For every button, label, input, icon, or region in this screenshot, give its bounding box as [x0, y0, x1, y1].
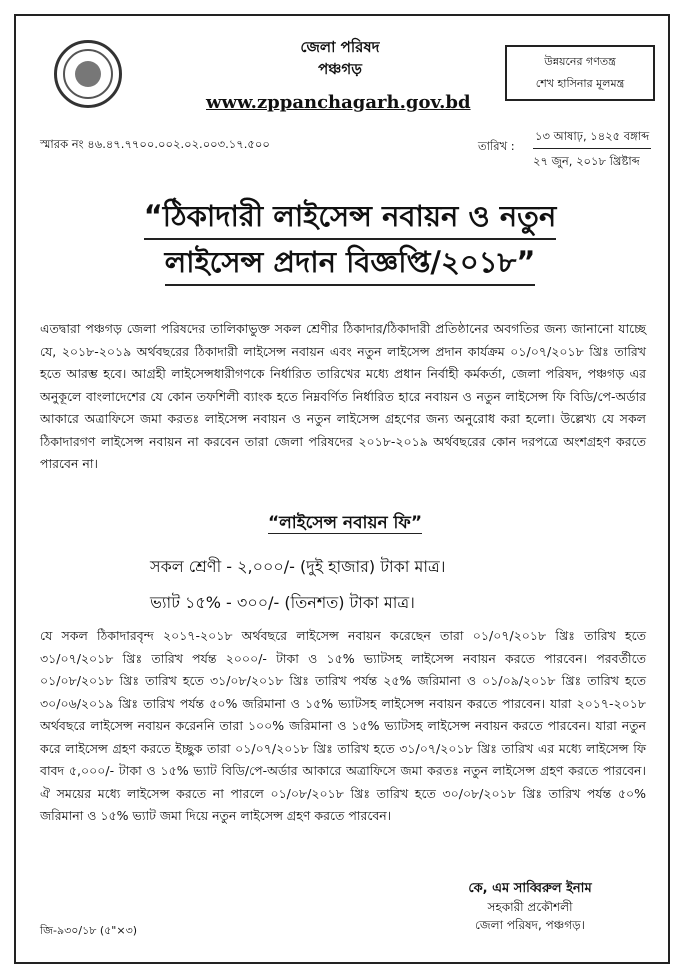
- district-name: পঞ্চগড়: [318, 60, 362, 78]
- ad-reference: জি-৯৩০/১৮ (৫"×৩): [40, 924, 138, 937]
- signatory-office: জেলা পরিষদ, পঞ্চগড়।: [475, 918, 585, 932]
- date-bangla: ১৩ আষাঢ়, ১৪২৫ বঙ্গাব্দ: [533, 124, 651, 149]
- date-block: [533, 124, 651, 173]
- slogan-box: [505, 45, 655, 101]
- signature-block: [450, 880, 610, 934]
- paragraph-2: যে সকল ঠিকাদারবৃন্দ ২০১৭-২০১৮ অর্থবছরে লাইসেন্স নবায়ন করেছেন তারা ০১/০৭/২০১৮ খ্রিঃ তারিখ হতে ৩১/০৭/২০১৮ খ্রিঃ তারিখ পর্যন্ত ২০০০/- টাকা ও ১৫% ভ্যাটসহ লাইসেন্স নবায়ন করতে পারবেন। পরবর্তীতে ০১/০৮/২০১৮ খ্রিঃ তারিখ হতে ৩১/০৮/২০১৮ খ্রিঃ তারিখ পর্যন্ত ২৫% জরিমানা ও ০১/০৯/২০১৮ খ্রিঃ তারিখ হতে ৩০/০৬/২০১৯ খ্রিঃ তারিখ পর্যন্ত ৫০% জরিমানা ও ১৫% ভ্যাটসহ লাইসেন্স নবায়ন করতে পারবেন। যারা ২০১৭-২০১৮ অর্থবছরে লাইসেন্স নবায়ন করেননি তারা ১০০% জরিমানা ও ১৫% ভ্যাটসহ লাইসেন্স নবায়ন করতে পারবেন। যারা নতুন করে লাইসেন্স গ্রহণ করতে ইচ্ছুক তারা ০১/০৭/২০১৮ খ্রিঃ তারিখ হতে ৩১/০৭/২০১৮ খ্রিঃ তারিখ এর মধ্যে লাইসেন্স ফি বাবদ ৫,০০০/- টাকা ও ১৫% ভ্যাট বিডি/পে-অর্ডার আকারে অত্রাফিসে জমা করতঃ নতুন লাইসেন্স গ্রহণ করতে পারবেন। ঐ সময়ের মধ্যে লাইসেন্স করতে না পারলে ০১/০৮/২০১৮ খ্রিঃ তারিখ হতে ৩০/০৮/২০১৮ খ্রিঃ তারিখ পর্যন্ত ৫০% জরিমানা ও ১৫% ভ্যাট জমা দিয়ে নতুন লাইসেন্স গ্রহণ করতে পারবেন।: [40, 628, 646, 823]
- website-link[interactable]: www.zppanchagarh.gov.bd: [206, 92, 471, 113]
- slogan-line-1: উন্নয়নের গণতন্ত্র: [544, 55, 616, 68]
- signatory-designation: সহকারী প্রকৌশলী: [487, 900, 573, 914]
- date-english: ২৭ জুন, ২০১৮ খ্রিষ্টাব্দ: [533, 154, 640, 168]
- fee-heading: “লাইসেন্স নবায়ন ফি”: [267, 513, 423, 533]
- government-seal-logo: [54, 40, 122, 108]
- paragraph-1: এতদ্বারা পঞ্চগড় জেলা পরিষদের তালিকাভুক্ত সকল শ্রেণীর ঠিকাদার/ঠিকাদারী প্রতিষ্ঠানের অবগতির জন্য জানানো যাচ্ছে যে, ২০১৮-২০১৯ অর্থবছরের ঠিকাদারী লাইসেন্স নবায়ন এবং নতুন লাইসেন্স প্রদান কার্যক্রম ০১/০৭/২০১৮ খ্রিঃ তারিখ হতে আরম্ভ হবে। আগ্রহী লাইসেন্সধারীগণকে নির্ধারিত তারিখের মধ্যে প্রধান নির্বাহী কর্মকর্তা, জেলা পরিষদ, পঞ্চগড় এর অনুকূলে বাংলাদেশের যে কোন তফশিলী ব্যাংক হতে নিম্নবর্ণিত নির্ধারিত হারে নবায়ন ও নতুন লাইসেন্স ফি বিডি/পে-অর্ডার আকারে অত্রাফিসে জমা করতঃ লাইসেন্স নবায়ন ও নতুন লাইসেন্স গ্রহণের জন্য অনুরোধ করা হলো। উল্লেখ্য যে সকল ঠিকাদারগণ লাইসেন্স নবায়ন না করবেন তারা জেলা পরিষদের ২০১৮-২০১৯ অর্থবছরের কোন দরপত্রে অংশগ্রহণ করতে পারবেন না।: [40, 321, 646, 471]
- office-header: [230, 36, 450, 80]
- fee-line-2: ভ্যাট ১৫% - ৩০০/- (তিনশত) টাকা মাত্র।: [150, 593, 415, 612]
- notice-title: [100, 194, 600, 286]
- slogan-line-2: শেখ হাসিনার মূলমন্ত্র: [535, 77, 625, 90]
- fee-line-1: সকল শ্রেণী - ২,০০০/- (দুই হাজার) টাকা মাত্র।: [150, 557, 446, 576]
- memo-number: স্মারক নং ৪৬.৪৭.৭৭০০.০০২.০২.০০৩.১৭.৫০০: [40, 137, 270, 151]
- date-label: তারিখ :: [478, 139, 515, 153]
- title-line-1: “ঠিকাদারী লাইসেন্স নবায়ন ও নতুন: [144, 194, 557, 240]
- office-name: জেলা পরিষদ: [300, 38, 380, 56]
- title-line-2: লাইসেন্স প্রদান বিজ্ঞপ্তি/২০১৮”: [165, 240, 536, 286]
- signatory-name: কে, এম সাব্বিরুল ইনাম: [468, 881, 592, 896]
